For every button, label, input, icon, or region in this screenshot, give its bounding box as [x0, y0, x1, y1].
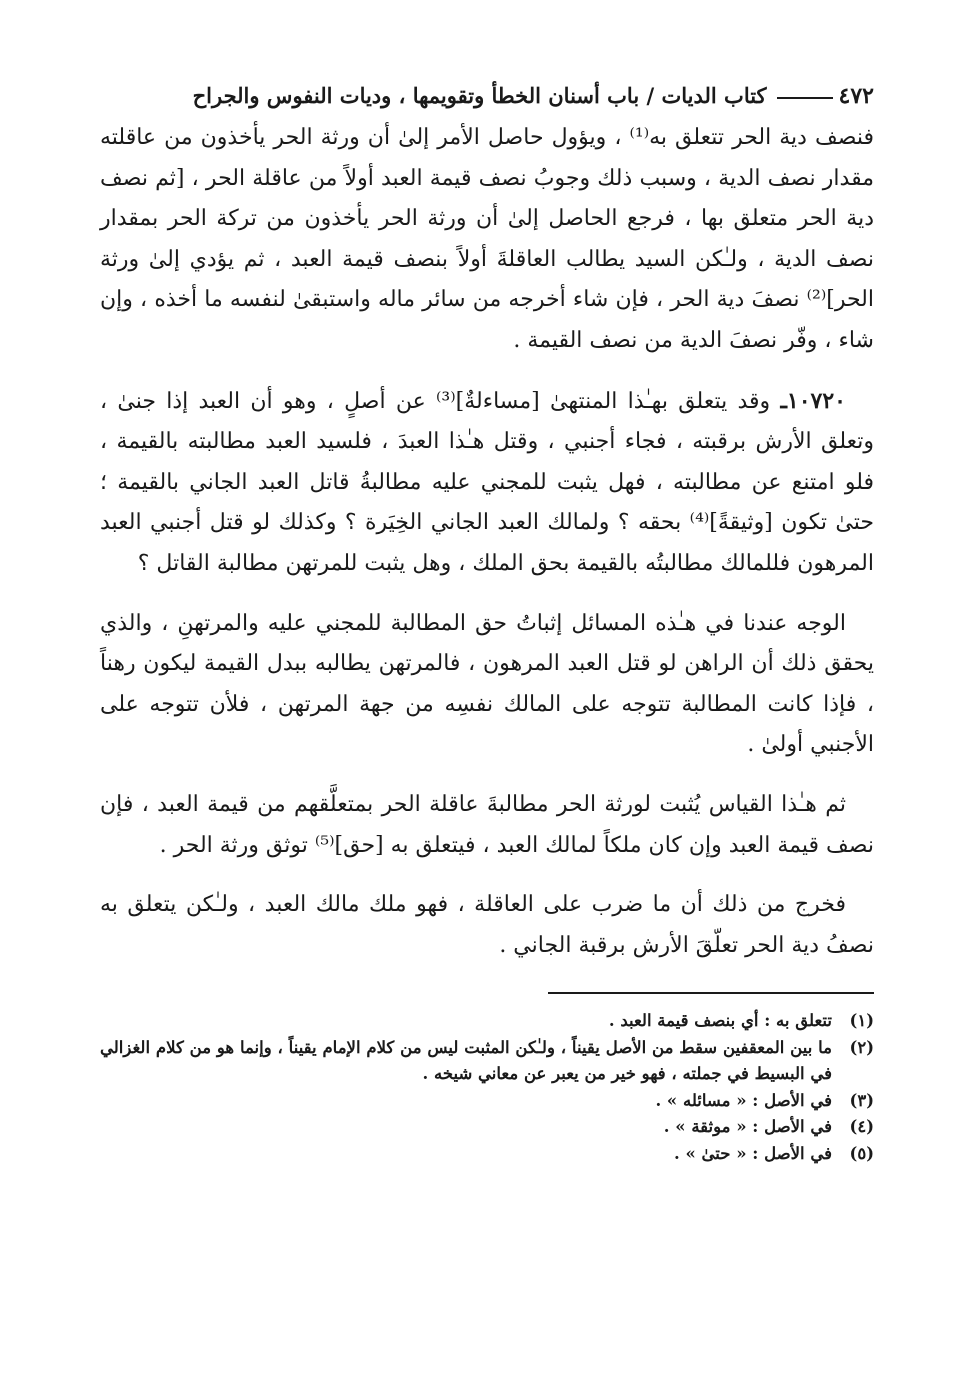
paragraph-5: فخرج من ذلك أن ما ضرب على العاقلة ، فهو ملك مالك العبد ، ولـٰكن يتعلق به نصفُ دية الحر تعلّقَ الأرش برقبة الجاني .: [100, 892, 874, 958]
footnote-number: (٣): [849, 1090, 874, 1110]
footnote-text: تتعلق به : أي بنصف قيمة العبد .: [608, 1011, 832, 1031]
book-page: [100, 74, 874, 1167]
running-header: [100, 74, 874, 118]
paragraph-1: فنصف دية الحر تتعلق به⁽¹⁾ ، ويؤول حاصل الأمر إلىٰ أن ورثة الحر يأخذون من عاقلته مقدار نصف الدية ، وسبب ذلك وجوبُ نصف قيمة العبد أولاً من عاقلة الحر ، [ثم نصف دية الحر متعلق بها ، فرجع الحاصل إلىٰ أن ورثة الحر يأخذون من تركة الحر بمقدار نصف الدية ، ولـٰكن السيد يطالب العاقلةَ أولاً بنصف قيمة العبد ، ثم يؤدي إلىٰ ورثة الحر]⁽²⁾ نصفَ دية الحر ، فإن شاء أخرجه من سائر ماله واستبقىٰ لنفسه ما أخذه ، وإن شاء ، وفّر نصفَ الدية من نصف القيمة .: [100, 125, 875, 353]
paragraph-3: الوجه عندنا في هـٰذه المسائل إثباتُ حق المطالبة للمجني عليه والمرتهنِ ، والذي يحقق ذلك أن الراهن لو قتل العبد المرهون ، فالمرتهن يطالبه ببدل القيمة ليكون رهناً ، فإذا كانت المطالبة تتوجه على المالك نفسِه من جهة المرتهن ، فلأن تتوجه على الأجنبي أولىٰ .: [100, 610, 874, 758]
footnote-number: (١): [849, 1011, 874, 1031]
footnote-5: [100, 1141, 874, 1168]
footnote-number: (٢): [849, 1037, 874, 1057]
footnote-text: في الأصل : « مسائله » .: [655, 1090, 832, 1110]
footnote-number: (٥): [849, 1143, 874, 1163]
footnote-text: ما بين المعقفين سقط من الأصل يقيناً ، ولـٰكن المثبت ليس من كلام الإمام يقيناً ، وإنما هو من كلام الغزالي في البسيط في جملته ، فهو خير من يعبر عن معاني شيخه .: [100, 1037, 832, 1084]
footnote-3: [100, 1088, 874, 1115]
paragraph-2: [100, 381, 874, 585]
page-number: ٤٧٢: [838, 83, 874, 109]
paragraph-4: ثم هـٰذا القياس يُثبت لورثة الحر مطالبةَ عاقلة الحر بمتعلَّقهم من قيمة العبد ، فإن نصف قيمة العبد وإن كان ملكاً لمالك العبد ، فيتعلق به [حق]⁽⁵⁾ توثق ورثة الحر .: [100, 791, 874, 858]
footnote-number: (٤): [849, 1117, 874, 1137]
footnotes: [100, 1008, 874, 1167]
issue-number: ١٠٧٢٠ـ: [780, 387, 846, 414]
footnote-1: [100, 1008, 874, 1035]
running-title: كتاب الديات / باب أسنان الخطأ وتقويمها ، وديات النفوس والجراح: [192, 83, 767, 108]
header-rule: [777, 97, 833, 99]
main-text: [100, 118, 874, 966]
footnote-4: [100, 1114, 874, 1141]
footnote-separator: [548, 992, 874, 994]
footnote-text: في الأصل : « موثقة » .: [663, 1117, 832, 1137]
footnote-2: [100, 1035, 874, 1088]
paragraph-2-text: وقد يتعلق بهـٰذا المنتهىٰ [مساءلةٌ]⁽³⁾ عن أصلٍ ، وهو أن العبد إذا جنىٰ ، وتعلق الأرش برقبته ، فجاء أجنبي ، وقتل هـٰذا العبدَ ، فلسيد العبد مطالبته بالقيمة ، فلو امتنع عن مطالبته ، فهل يثبت للمجني عليه مطالبةُ قاتل العبد الجاني بالقيمة ؛ حتىٰ تكون [وثيقةً]⁽⁴⁾ بحقه ؟ ولمالك العبد الجاني الخِيَرة ؟ وكذلك لو قتل أجنبي العبد المرهون فللمالك مطالبتُه بالقيمة بحق الملك ، وهل يثبت للمرتهن مطالبة القاتل ؟: [100, 388, 875, 576]
footnote-text: في الأصل : « حتىٰ » .: [674, 1143, 832, 1163]
